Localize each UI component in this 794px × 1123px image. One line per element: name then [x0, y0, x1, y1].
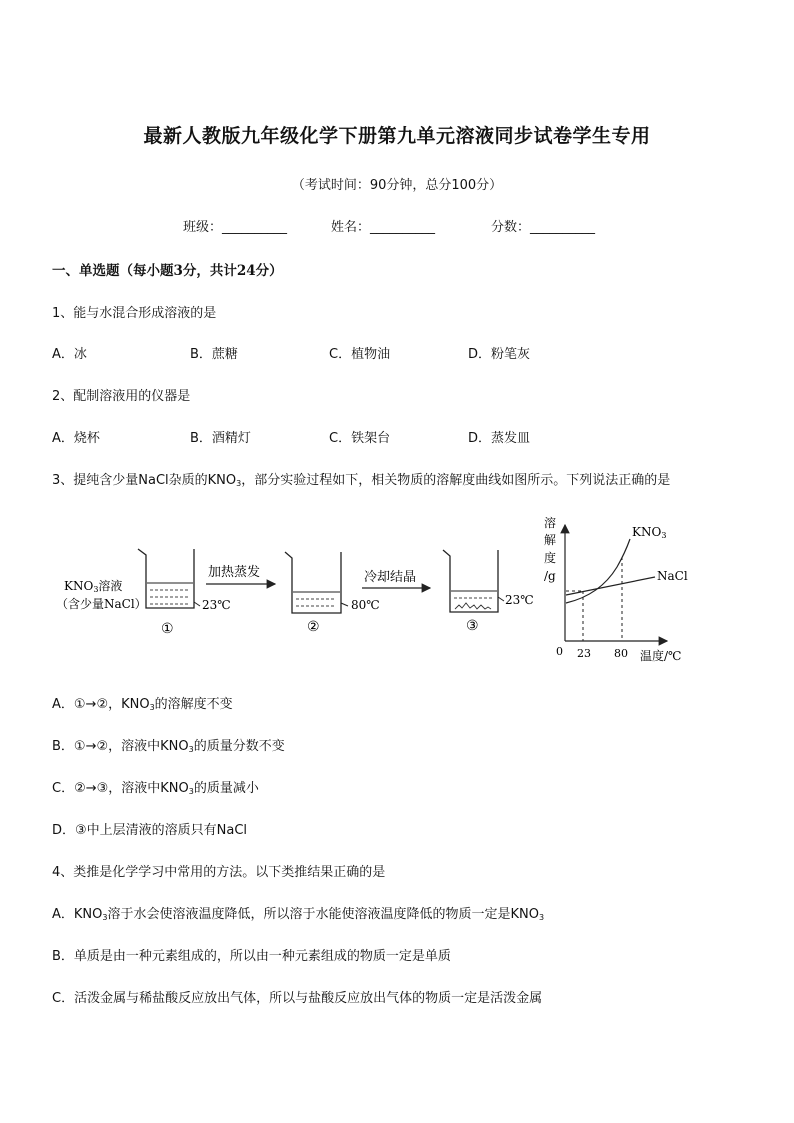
x-axis-label: 温度/℃: [640, 649, 682, 663]
q1-option-d[interactable]: D．粉笔灰: [468, 347, 531, 362]
name-blank[interactable]: __________: [370, 220, 436, 235]
subscript: 3: [149, 703, 155, 712]
subscript: 3: [102, 913, 108, 922]
temp-label-2: 80℃: [351, 598, 380, 612]
temp-label-1: 23℃: [202, 598, 231, 612]
cool-crystallize-label: 冷却结晶: [364, 570, 417, 585]
q4-option-a-text: 溶于水会使溶液温度降低，所以溶于水能使溶液温度降低的物质一定是KNO: [107, 907, 539, 922]
q3-stem-subscript: 3: [236, 479, 242, 488]
step-label-3: ③: [466, 618, 479, 634]
q2-option-d[interactable]: D．蒸发皿: [468, 431, 531, 446]
y-axis-label: 溶: [544, 516, 557, 530]
q3-option-c-text: C．②→③，溶液中KNO: [52, 781, 189, 796]
section-heading: 一、单选题（每小题3分，共计24分）: [52, 263, 283, 279]
kno3-label: KNO3: [632, 525, 667, 540]
q1-stem: 1、能与水混合形成溶液的是: [52, 306, 217, 321]
q1-option-a[interactable]: A．冰: [52, 347, 87, 362]
step-label-2: ②: [307, 619, 320, 635]
class-label: 班级：: [183, 220, 223, 235]
beaker-3: [443, 550, 498, 612]
q3-option-b-text: B．①→②，溶液中KNO: [52, 739, 189, 754]
nacl-label: NaCl: [657, 569, 688, 583]
temp-label-3: 23℃: [505, 593, 534, 607]
q2-stem: 2、配制溶液用的仪器是: [52, 389, 191, 404]
q3-option-a-text: 的溶解度不变: [154, 697, 233, 712]
score-field: [491, 216, 595, 235]
q3-option-a-text: A．①→②，KNO: [52, 697, 150, 712]
impurity-label: （含少量NaCl）: [56, 597, 147, 611]
q4-option-a-text: A．KNO: [52, 907, 103, 922]
q3-option-a[interactable]: [52, 693, 233, 712]
q3-stem: [52, 469, 670, 488]
q2-option-a[interactable]: A．烧杯: [52, 431, 100, 446]
experiment-figure: [0, 505, 794, 675]
q2-option-b[interactable]: B．酒精灯: [190, 431, 251, 446]
q3-option-c[interactable]: [52, 777, 259, 796]
origin-label: 0: [556, 645, 563, 658]
score-blank[interactable]: __________: [530, 220, 596, 235]
q3-stem-part: 3、提纯含少量NaCl杂质的KNO: [52, 473, 237, 488]
page-title: 最新人教版九年级化学下册第九单元溶液同步试卷学生专用: [143, 125, 651, 147]
y-axis-label: /g: [544, 569, 556, 583]
q4-option-b[interactable]: B．单质是由一种元素组成的，所以由一种元素组成的物质一定是单质: [52, 949, 451, 964]
class-blank[interactable]: __________: [222, 220, 288, 235]
beaker-2: [285, 552, 341, 613]
q1-option-b[interactable]: B．蔗糖: [190, 347, 238, 362]
q2-option-c[interactable]: C．铁架台: [329, 431, 391, 446]
q4-option-c[interactable]: C．活泼金属与稀盐酸反应放出气体，所以与盐酸反应放出气体的物质一定是活泼金属: [52, 991, 543, 1006]
score-label: 分数：: [491, 220, 531, 235]
class-field: [183, 216, 287, 235]
q3-stem-part: ，部分实验过程如下，相关物质的溶解度曲线如图所示。下列说法正确的是: [241, 473, 671, 488]
subscript: 3: [188, 745, 194, 754]
q3-option-c-text: 的质量减小: [193, 781, 259, 796]
subscript: 3: [188, 787, 194, 796]
x-tick-23: 23: [577, 647, 591, 660]
solubility-graph: [544, 515, 688, 663]
nacl-curve: [566, 577, 655, 595]
q1-option-c[interactable]: C．植物油: [329, 347, 391, 362]
y-axis-label: 解: [544, 533, 557, 547]
exam-info: （考试时间：90分钟，总分100分）: [291, 178, 503, 193]
x-tick-80: 80: [614, 647, 628, 660]
subscript: 3: [538, 913, 545, 922]
solution-label: KNO3溶液: [64, 579, 123, 594]
step-label-1: ①: [161, 621, 174, 637]
q3-option-d[interactable]: D．③中上层清液的溶质只有NaCl: [52, 823, 248, 838]
q3-option-b-text: 的质量分数不变: [193, 739, 285, 754]
heat-evaporate-label: 加热蒸发: [208, 565, 261, 580]
q3-option-b[interactable]: [52, 735, 285, 754]
name-field: [331, 216, 435, 235]
name-label: 姓名：: [331, 220, 371, 235]
y-axis-label: 度: [544, 551, 557, 565]
q4-stem: 4、类推是化学学习中常用的方法。以下类推结果正确的是: [52, 865, 386, 880]
q4-option-a[interactable]: [52, 903, 544, 922]
